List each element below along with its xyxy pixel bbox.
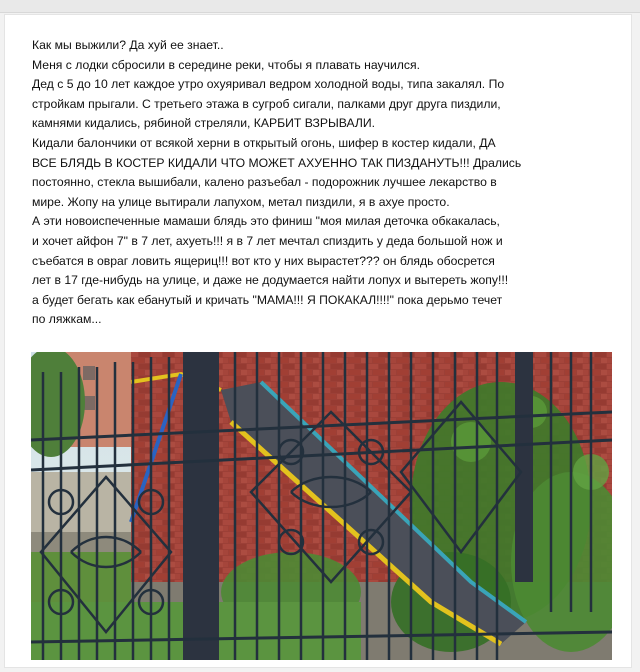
post-line: А эти новоиспеченные мамаши блядь это финиш "моя милая деточка обкакалась, [32, 214, 500, 229]
post-text [32, 36, 616, 330]
post-line: Меня с лодки сбросили в середине реки, чтобы я плавать научился. [32, 57, 420, 72]
fence-post [183, 352, 219, 660]
post-line: а будет бегать как ебанутый и кричать "МАМА!!! Я ПОКАКАЛ!!!!" пока дерьмо течет [32, 292, 503, 307]
post-line: Кидали балончики от всякой херни в открытый огонь, шифер в костер кидали, ДА [32, 135, 496, 150]
post-line: лет в 17 где-нибудь на улице, и даже не додумается найти лопух и вытереть жопу!!! [32, 273, 509, 288]
post-line: стройкам прыгали. С третьего этажа в сугроб сигали, палками друг друга пиздили, [32, 96, 501, 111]
post-line: мире. Жопу на улице вытирали лапухом, метал пиздили, я в ахуе просто. [32, 194, 450, 209]
post-line: постоянно, стекла вышибали, калено разъебал - подорожник лучшее лекарство в [32, 175, 497, 190]
post-line: по ляжкам... [32, 312, 102, 327]
post-line: Дед с 5 до 10 лет каждое утро охуяривал ведром холодной воды, типа закалял. По [32, 77, 505, 92]
post-photo[interactable] [31, 352, 612, 660]
post-line: съебатся в овраг ловить ящериц!!! вот кто у них вырастет??? он блядь обосрется [32, 253, 495, 268]
top-bar [0, 0, 640, 13]
post-line: ВСЕ БЛЯДЬ В КОСТЕР КИДАЛИ ЧТО МОЖЕТ АХУЕННО ТАК ПИЗДАНУТЬ!!! Дрались [32, 155, 522, 170]
post-line: камнями кидались, рябиной стреляли, КАРБИТ ВЗРЫВАЛИ. [32, 116, 375, 131]
photo-illustration [31, 352, 612, 660]
post-line: Как мы выжили? Да хуй ее знает.. [32, 38, 224, 52]
post-line: и хочет айфон 7" в 7 лет, ахуеть!!! я в 7 лет мечтал спиздить у деда большой нож и [32, 233, 503, 248]
